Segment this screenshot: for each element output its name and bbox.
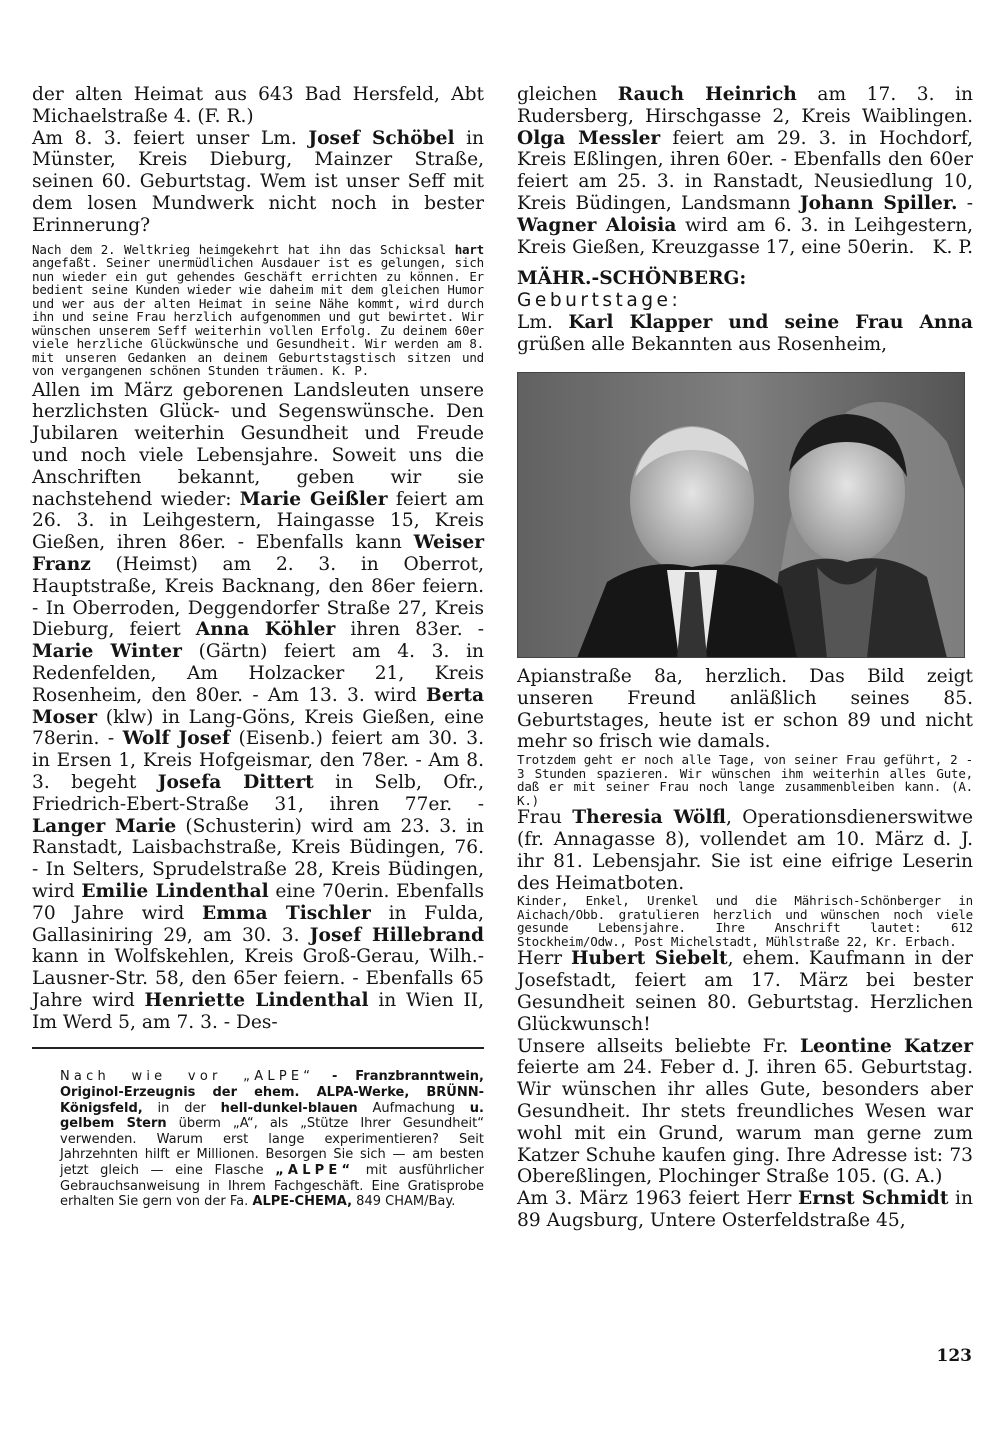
- paragraph: Apianstraße 8a, herzlich. Das Bild zeigt unseren Freund anläßlich seines 85. Geburtstages, heute ist er schon 89 und nicht mehr so frisch wie damals.: [517, 665, 973, 753]
- paragraph: Am 3. März 1963 feiert Herr Ernst Schmidt in 89 Augsburg, Untere Osterfeldstraße 45,: [517, 1188, 973, 1231]
- page-number: 123: [936, 1346, 972, 1366]
- paragraph: Lm. Karl Klapper und seine Frau Anna grüßen alle Bekannten aus Rosenheim,: [517, 312, 973, 356]
- paragraph: Herr Hubert Siebelt, ehem. Kaufmann in der Josefstadt, feiert am 17. März bei bester Gesundheit seinen 80. Geburtstag. Herzlichen Glückwunsch!: [517, 948, 974, 1035]
- left-column: [32, 84, 484, 1210]
- paragraph: Unsere allseits beliebte Fr. Leontine Katzer feierte am 24. Feber d. J. ihren 65. Geburtstag. Wir wünschen ihr alles Gute, besonders aber Gesundheit. Ihr stets freundliches Wesen war wohl mit ein Grund, warum man gerne zum Katzer Schuhe kaufen ging. Ihre Adresse ist: 73 Obereßlingen, Plochinger Straße 105. (G. A.): [517, 1035, 973, 1188]
- paragraph: der alten Heimat aus 643 Bad Hersfeld, Abt Michaelstraße 4. (F. R.): [32, 84, 484, 127]
- author-signature: K. P.: [932, 236, 973, 258]
- divider-rule: [32, 1047, 484, 1049]
- paragraph: gleichen Rauch Heinrich am 17. 3. in Rudersberg, Hirschgasse 2, Kreis Waiblingen. Olga Messler feiert am 29. 3. in Hochdorf, Kreis Eßlingen, ihren 60er. - Ebenfalls den 60er feiert am 25. 3. in Ranstadt, Neusiedlung 10, Kreis Büdingen, Landsmann Johann Spiller. - Wagner Aloisia wird am 6. 3. in Leihgestern, Kreis Gießen, Kreuzgasse 17, eine 50erin. K. P.: [517, 84, 974, 258]
- small-print-paragraph: Kinder, Enkel, Urenkel und die Mährisch-Schönberger in Aichach/Obb. gratulieren herzlich und wünschen noch viele gesunde Lebensjahre. Ihre Anschrift lautet: 612 Stockheim/Odw., Post Michelstadt, Mühlstraße 22, Kr. Erbach.: [517, 893, 973, 949]
- alpe-advertisement: Nach wie vor „ALPE“ - Franzbranntwein, Originol-Erzeugnis der ehem. ALPA-Werke, BRÜNN-Königsfeld, in der hell-dunkel-blauen Aufmachung u. gelbem Stern überm „A“, als „Stütze Ihrer Gesundheit“ verwenden. Warum erst lange experimentieren? Seit Jahrzehnten hilft er Millionen. Besorgen Sie sich — am besten jetzt gleich — eine Flasche „ALPE“ mit ausführlicher Gebrauchsanweisung in Ihrem Fachgeschäft. Eine Gratisprobe erhalten Sie gern von der Fa. ALPE-CHEMA, 849 CHAM/Bay.: [60, 1069, 484, 1210]
- birthday-list-paragraph: Allen im März geborenen Landsleuten unsere herzlichsten Glück- und Segenswünsche. Den Jubilaren weiterhin Gesundheit und Freude und noch viele Lebensjahre. Soweit uns die Anschriften bekannt, geben wir sie nachstehend wieder: Marie Geißler feiert am 26. 3. in Leihgestern, Haingasse 15, Kreis Gießen, ihren 86er. - Ebenfalls kann Weiser Franz (Heimst) am 2. 3. in Oberrot, Hauptstraße, Kreis Backnang, den 86er feiern. - In Oberroden, Deggendorfer Straße 27, Kreis Dieburg, feiert Anna Köhler ihren 83er. - Marie Winter (Gärtn) feiert am 4. 3. in Redenfelden, Am Holzacker 21, Kreis Rosenheim, den 80er. - Am 13. 3. wird Berta Moser (klw) in Lang-Göns, Kreis Gießen, eine 78erin. - Wolf Josef (Eisenb.) feiert am 30. 3. in Ersen 1, Kreis Hofgeismar, den 78er. - Am 8. 3. begeht Josefa Dittert in Selb, Ofr., Friedrich-Ebert-Straße 31, ihren 77er. - Langer Marie (Schusterin) wird am 23. 3. in Ranstadt, Laisbachstraße, Kreis Büdingen, 76. - In Selters, Sprudelstraße 28, Kreis Büdingen, wird Emilie Lindenthal eine 70erin. Ebenfalls 70 Jahre wird Emma Tischler in Fulda, Gallasiniring 29, am 30. 3. Josef Hillebrand kann in Wolfskehlen, Kreis Groß-Gerau, Wilh.-Lausner-Str. 58, den 65er feiern. - Ebenfalls 65 Jahre wird Henriette Lindenthal in Wien II, Im Werd 5, am 7. 3. - Des-: [32, 379, 485, 1033]
- small-print-paragraph: Trotzdem geht er noch alle Tage, von seiner Frau geführt, 2 - 3 Stunden spazieren. Wir wünschen ihm weiterhin alles Gute, daß er mit seiner Frau noch lange zusammenbleiben kann. (A. K.): [517, 752, 973, 808]
- section-heading: MÄHR.-SCHÖNBERG:: [517, 268, 747, 290]
- small-print-paragraph: Nach dem 2. Weltkrieg heimgekehrt hat ihn das Schicksal hart angefaßt. Seiner unermüdlichen Ausdauer ist es gelungen, sich nun wieder ein gut gehendes Geschäft errichten zu können. Er bedient seine Kunden wieder wie daheim mit dem gleichen Humor und wer aus der alten Heimat in seine Nähe kommt, wird durch ihn und seine Frau herzlich aufgenommen und gut bewirtet. Wir wünschen unserem Seff weiterhin vollen Erfolg. Zu deinem 60er viele herzliche Glückwünsche und Gesundheit. Wir werden am 8. mit unseren Gedanken an deinem Geburtstagstisch sitzen und von vergangenen schönen Stunden träumen. K. P.: [32, 241, 484, 379]
- couple-photo: [517, 372, 965, 658]
- paragraph: Am 8. 3. feiert unser Lm. Josef Schöbel in Münster, Kreis Dieburg, Mainzer Straße, seinen 60. Geburtstag. Wem ist unser Seff mit dem losen Mundwerk nicht noch in bester Erinnerung?: [32, 127, 484, 236]
- right-column: [517, 84, 973, 1232]
- paragraph: Frau Theresia Wölfl, Operationsdienerswitwe (fr. Annagasse 8), vollendet am 10. März d. J. ihr 81. Lebensjahr. Sie ist eine eifrige Leserin des Heimatboten.: [517, 807, 974, 894]
- section-subheading: Geburtstage:: [517, 290, 682, 312]
